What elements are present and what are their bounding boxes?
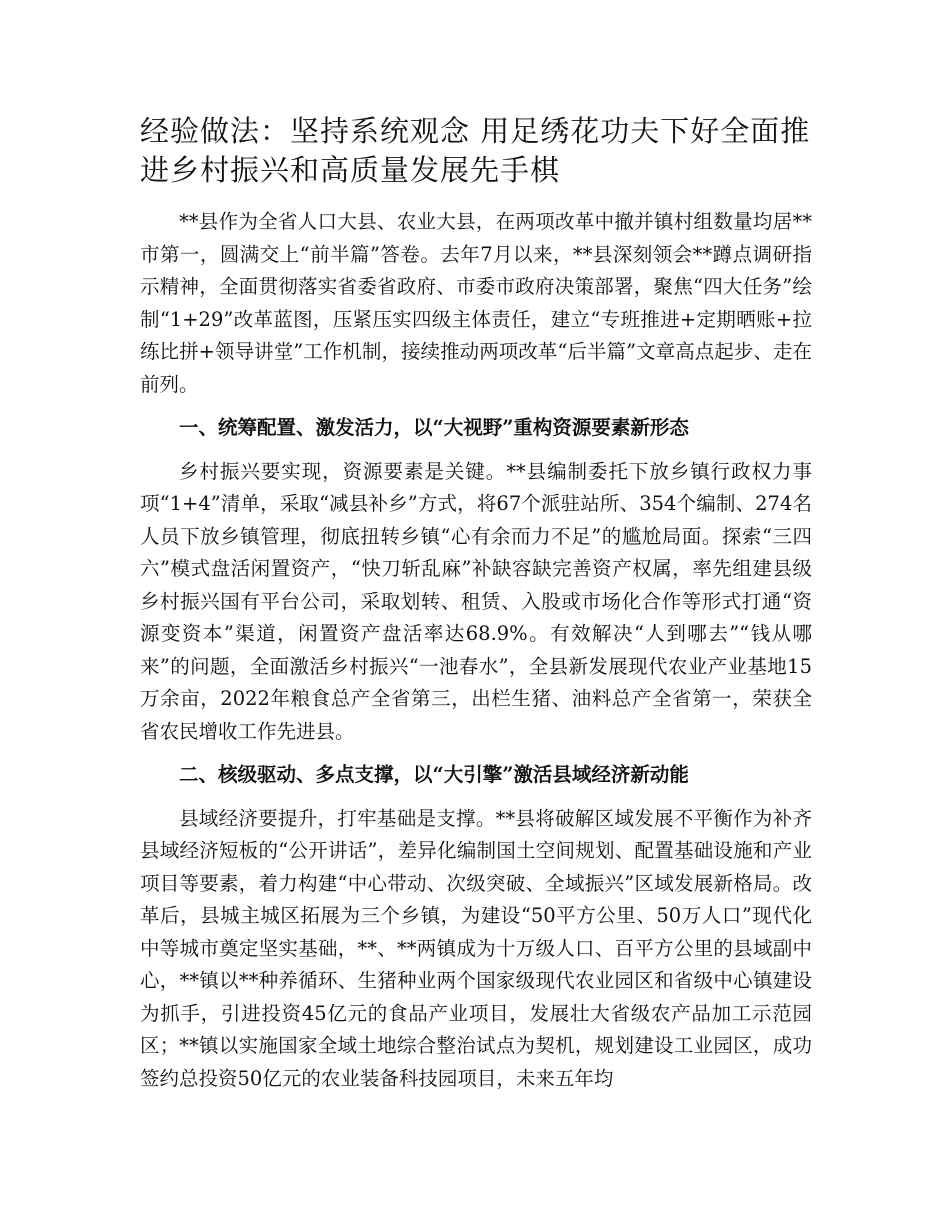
document-page xyxy=(140,112,812,1106)
document-title: 经验做法：坚持系统观念 用足绣花功夫下好全面推进乡村振兴和高质量发展先手棋 xyxy=(140,114,811,187)
section-2-paragraph: 县域经济要提升，打牢基础是支撑。**县将破解区域发展不平衡作为补齐县域经济短板的“公开讲话”，差异化编制国土空间规划、配置基础设施和产业项目等要素，着力构建“中心带动、次级突破、全域振兴”区域发展新格局。改革后，县城主城区拓展为三个乡镇，为建设“50平方公里、50万人口”现代化中等城市奠定坚实基础，**、**两镇成为十万级人口、百平方公里的县域副中心，**镇以**种养循环、生猪种业两个国家级现代农业园区和省级中心镇建设为抓手，引进投资45亿元的食品产业项目，发展壮大省级农产品加工示范园区；**镇以实施国家全域土地综合整治试点为契机，规划建设工业园区，成功签约总投资50亿元的农业装备科技园项目，未来五年均 xyxy=(140,806,812,1090)
section-1-heading: 一、统筹配置、激发活力，以“大视野”重构资源要素新形态 xyxy=(179,416,689,439)
section-1-paragraph: 乡村振兴要实现，资源要素是关键。**县编制委托下放乡镇行政权力事项“1+4”清单，采取“减县补乡”方式，将67个派驻站所、354个编制、274名人员下放乡镇管理，彻底扭转乡镇“心有余而力不足”的尴尬局面。探索“三四六”模式盘活闲置资产，“快刀斩乱麻”补缺容缺完善资产权属，率先组建县级乡村振兴国有平台公司，采取划转、租赁、入股或市场化合作等形式打通“资源变资本”渠道，闲置资产盘活率达68.9%。有效解决“人到哪去”“钱从哪来”的问题，全面激活乡村振兴“一池春水”，全县新发展现代农业产业基地15万余亩，2022年粮食总产全省第三，出栏生猪、油料总产全省第一，荣获全省农民增收工作先进县。 xyxy=(140,459,812,743)
intro-paragraph: **县作为全省人口大县、农业大县，在两项改革中撤并镇村组数量均居**市第一，圆满交上“前半篇”答卷。去年7月以来，**县深刻领会**蹲点调研指示精神，全面贯彻落实省委省政府、市委市政府决策部署，聚焦“四大任务”绘制“1+29”改革蓝图，压紧压实四级主体责任，建立“专班推进+定期晒账+拉练比拼+领导讲堂”工作机制，接续推动两项改革“后半篇”文章高点起步、走在前列。 xyxy=(140,210,812,396)
section-2-heading: 二、核级驱动、多点支撑，以“大引擎”激活县域经济新动能 xyxy=(179,763,689,786)
